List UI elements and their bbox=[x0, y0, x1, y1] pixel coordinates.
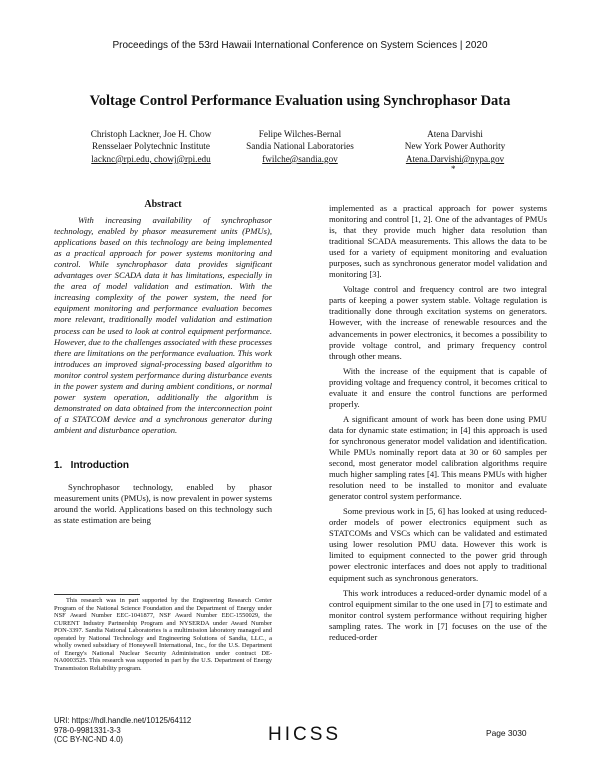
author-affiliation: Rensselaer Polytechnic Institute bbox=[92, 141, 210, 152]
body-paragraph: Voltage control and frequency control are two integral parts of keeping a power system stable. Voltage regulation is traditionally done through excitation systems on generators. However, with the increase of renewable resources and the advancements in power electronics, it becomes a possibility to provide voltage control, and primary frequency control through other means. bbox=[329, 284, 547, 361]
author-email-link[interactable]: Atena.Darvishi@nypa.gov bbox=[405, 153, 505, 164]
author-names: Felipe Wilches-Bernal bbox=[258, 129, 342, 139]
author-email-link[interactable]: fwilche@sandia.gov bbox=[262, 153, 338, 164]
author-email-link[interactable]: lacknc@rpi.edu, chowj@rpi.edu bbox=[91, 153, 211, 164]
right-column bbox=[329, 203, 547, 647]
body-paragraph: With the increase of the equipment that is capable of providing voltage and frequency control, it becomes critical to evaluate it and ensure the control functions are performed properly. bbox=[329, 365, 547, 409]
proceedings-header: Proceedings of the 53rd Hawaii International Conference on System Sciences | 2020 bbox=[112, 40, 488, 51]
body-paragraph: Some previous work in [5, 6] has looked at using reduced-order models of power electronics equipment such as STATCOMs and VSCs which can be validated and estimated using lower resolution PMU data. However this work is limited to equipment connected to the power grid through power electronic interfaces and does not apply to traditional equipment such as synchronous generators. bbox=[329, 506, 547, 583]
introduction-heading: 1. Introduction bbox=[54, 459, 129, 471]
abstract-text: With increasing availability of synchrophasor technology, enabled by phasor measurement units (PMUs), applications based on this technology are being implemented as a practical approach for power systems monitoring and control. While synchrophasor data provides significant advantages over SCADA data it has limitations, especially in the area of model validation and estimation. With the increasing complexity of the power system, the need for equipment monitoring and performance evaluation becomes more relevant, traditionally model validation and estimation process can be used to look at control equipment performance. However, due to the challenges associated with these processes there are limitations on the performance evaluation. This work introduces an improved signal-processing based algorithm to monitor control system performance during disturbance events in the power system and during ambient conditions, or normal power system operation, additionally the algorithm is demonstrated on data obtained from the interconnection point of a STATCOM device and a synchronous generator during ambient and disturbance operation. bbox=[54, 215, 272, 435]
author-affiliation: Sandia National Laboratories bbox=[246, 141, 354, 152]
footer-url-link[interactable]: URI: https://hdl.handle.net/10125/64112 bbox=[54, 716, 192, 725]
funding-footnote: This research was in part supported by the Engineering Research Center Program of the National Science Foundation and the Department of Energy under NSF Award Number EEC-1041877, NSF Award Number EEC-1550029, the CURENT Industry Partnership Program and NYSERDA under Award Number PON-3397. Sandia National Laboratories is a multimission laboratory managed and operated by National Technology and Engineering Solutions of Sandia, LLC., a wholly owned subsidiary of Honeywell International, Inc., for the U.S. Department of Energy's National Nuclear Security Administration under contract DE-NA0003525. This research was supported in part by the U.S. Department of Energy Transmission Reliability program. bbox=[54, 597, 272, 672]
author-names: Christoph Lackner, Joe H. Chow bbox=[90, 129, 212, 139]
author-affiliation: New York Power Authority bbox=[404, 141, 506, 152]
author-names: Atena Darvishi bbox=[427, 129, 483, 139]
abstract-heading: Abstract bbox=[144, 199, 182, 210]
footer-license: (CC BY-NC-ND 4.0) bbox=[54, 735, 124, 745]
author-block-2 bbox=[210, 128, 390, 165]
paper-title: Voltage Control Performance Evaluation using Synchrophasor Data bbox=[89, 93, 511, 109]
footnote-rule bbox=[54, 594, 140, 595]
body-paragraph: This work introduces a reduced-order dynamic model of a control equipment similar to the one used in [7] to estimate and monitor control system performance without requiring higher sampling rates. The work in [7] focuses on the use of the reduced-order bbox=[329, 587, 547, 642]
footer-info bbox=[54, 716, 191, 745]
author-block-3 bbox=[365, 128, 545, 165]
author-mark: * bbox=[451, 164, 456, 174]
footer-isbn: 978-0-9981331-3-3 bbox=[54, 725, 121, 735]
body-paragraph: implemented as a practical approach for power systems monitoring and control [1, 2]. One of the advantages of PMUs is, that they provide much higher data resolution than traditional SCADA measurements. This allows the data to be used for a variety of equipment monitoring and evaluation purposes, such as synchronous generator model validation and monitoring [3]. bbox=[329, 203, 547, 280]
introduction-text: Synchrophasor technology, enabled by phasor measurement units (PMUs), is now prevalent in power systems around the world. Applications based on this technology such as state estimation are being bbox=[54, 482, 272, 526]
hicss-logo: HICSS bbox=[268, 724, 342, 745]
left-column bbox=[54, 199, 272, 526]
body-paragraph: A significant amount of work has been done using PMU data for dynamic state estimation; in [4] this approach is used for synchronous generator model validation and identification. While PMUs nominally report data at 30 or 60 samples per second, most generator model calibration algorithms require much higher sampling rates [4]. This means PMUs with higher resolution need to be installed to monitor and evaluate generator control system performance. bbox=[329, 413, 547, 502]
page-number: Page 3030 bbox=[486, 728, 527, 738]
